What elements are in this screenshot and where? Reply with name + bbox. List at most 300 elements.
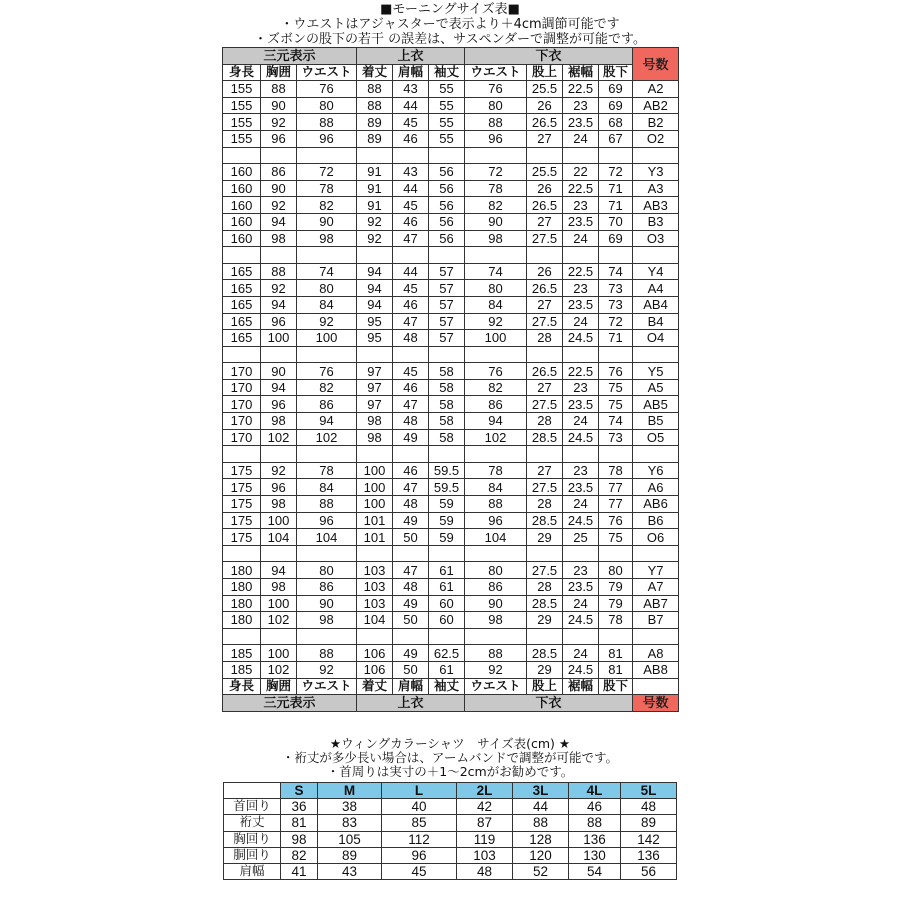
table-cell: 23.5 (563, 579, 599, 596)
table-cell (599, 247, 633, 264)
table-cell: 52 (513, 863, 569, 879)
column-footer: ウエスト (465, 678, 527, 695)
table-cell: 77 (599, 479, 633, 496)
table-cell: 27 (527, 462, 563, 479)
table-cell: 24 (563, 496, 599, 513)
table-cell: 98 (297, 230, 357, 247)
table-cell: 45 (393, 363, 429, 380)
table-cell (527, 346, 563, 363)
table-cell: 22.5 (563, 180, 599, 197)
table-cell (563, 147, 599, 164)
table-cell: 185 (223, 661, 261, 678)
table-cell: 88 (297, 496, 357, 513)
column-header: 着丈 (357, 64, 393, 81)
table-cell: 104 (297, 529, 357, 546)
table-cell: 57 (429, 263, 465, 280)
table-cell: 87 (457, 815, 513, 831)
table-cell: 175 (223, 512, 261, 529)
table-cell: 61 (429, 579, 465, 596)
table-cell (563, 545, 599, 562)
table-cell: 160 (223, 213, 261, 230)
table-row (223, 263, 679, 280)
table-cell: 91 (357, 180, 393, 197)
table-row (223, 529, 679, 546)
table-cell (527, 247, 563, 264)
table-cell: 29 (527, 612, 563, 629)
table-cell: 100 (261, 330, 297, 347)
measurement-label: 胸回り (224, 831, 281, 847)
group-jacket-footer: 上衣 (357, 695, 465, 712)
spacer-row (223, 147, 679, 164)
table-cell: 56 (429, 180, 465, 197)
table-cell: 57 (429, 280, 465, 297)
table-cell: 55 (429, 81, 465, 98)
table-cell: 56 (429, 230, 465, 247)
size-code-cell: Y6 (633, 462, 679, 479)
table-cell: 73 (599, 280, 633, 297)
size-code-cell (633, 346, 679, 363)
table-cell: 60 (429, 612, 465, 629)
table-row (223, 595, 679, 612)
table-row (223, 180, 679, 197)
table-cell: 89 (318, 847, 382, 863)
table-cell: 42 (457, 799, 513, 815)
column-footer: 股下 (599, 678, 633, 695)
size-code-cell: AB6 (633, 496, 679, 513)
table-cell: 86 (261, 164, 297, 181)
table-row (223, 296, 679, 313)
table-cell: 185 (223, 645, 261, 662)
table-cell: 92 (297, 661, 357, 678)
table-cell (527, 545, 563, 562)
shirt-size-title: ★ウィングカラーシャツ サイズ表(cm) ★ (329, 736, 571, 751)
table-cell: 155 (223, 114, 261, 131)
table-cell (599, 147, 633, 164)
table-cell: 57 (429, 330, 465, 347)
table-cell: 75 (599, 529, 633, 546)
table-cell: 96 (261, 313, 297, 330)
table-cell: 96 (297, 512, 357, 529)
table-cell: 98 (261, 230, 297, 247)
table-row (223, 413, 679, 430)
table-cell: 49 (393, 595, 429, 612)
table-row (224, 831, 677, 847)
table-cell (357, 147, 393, 164)
table-cell: 27 (527, 130, 563, 147)
table-cell (261, 147, 297, 164)
table-cell: 94 (465, 413, 527, 430)
table-cell: 74 (599, 413, 633, 430)
table-cell: 96 (297, 130, 357, 147)
size-number-footer: 号数 (633, 695, 679, 712)
table-row (223, 579, 679, 596)
size-code-cell: O2 (633, 130, 679, 147)
table-cell: 76 (599, 363, 633, 380)
table-cell (393, 446, 429, 463)
table-cell: 55 (429, 97, 465, 114)
table-cell (261, 545, 297, 562)
size-code-cell: AB7 (633, 595, 679, 612)
table-cell: 26 (527, 180, 563, 197)
table-cell: 86 (297, 396, 357, 413)
table-cell: 60 (429, 595, 465, 612)
table-cell: 57 (429, 313, 465, 330)
morning-table-body (223, 81, 679, 678)
table-cell: 45 (393, 114, 429, 131)
table-cell: 170 (223, 379, 261, 396)
table-cell: 44 (513, 799, 569, 815)
table-cell (223, 545, 261, 562)
table-cell: 26.5 (527, 363, 563, 380)
table-cell: 23.5 (563, 479, 599, 496)
table-cell (297, 147, 357, 164)
column-header: 裾幅 (563, 64, 599, 81)
column-header: 股下 (599, 64, 633, 81)
group-sangen: 三元表示 (223, 48, 357, 65)
table-cell: 98 (261, 579, 297, 596)
table-cell: 76 (297, 363, 357, 380)
size-code-cell: Y3 (633, 164, 679, 181)
column-footer: ウエスト (297, 678, 357, 695)
table-cell: 88 (569, 815, 621, 831)
size-code-cell: A7 (633, 579, 679, 596)
table-cell: 71 (599, 330, 633, 347)
morning-size-table (222, 47, 679, 712)
measurement-label: 胴回り (224, 847, 281, 863)
table-cell: 180 (223, 579, 261, 596)
table-cell (393, 247, 429, 264)
table-cell: 160 (223, 180, 261, 197)
table-cell (297, 446, 357, 463)
table-cell: 78 (297, 180, 357, 197)
table-cell: 76 (465, 81, 527, 98)
table-cell: 69 (599, 81, 633, 98)
column-footer: 股上 (527, 678, 563, 695)
table-cell: 73 (599, 296, 633, 313)
table-cell: 50 (393, 612, 429, 629)
table-cell: 92 (261, 462, 297, 479)
table-cell: 91 (357, 164, 393, 181)
table-cell: 90 (297, 213, 357, 230)
table-cell: 81 (281, 815, 318, 831)
table-cell: 54 (569, 863, 621, 879)
table-cell (527, 147, 563, 164)
morning-note-inseam: ・ズボンの股下の若干 の誤差は、サスペンダーで調整が可能です。 (253, 32, 647, 47)
table-cell: 96 (261, 396, 297, 413)
table-cell: 22.5 (563, 81, 599, 98)
table-cell: 180 (223, 562, 261, 579)
table-cell: 43 (318, 863, 382, 879)
table-cell (261, 346, 297, 363)
table-cell: 165 (223, 296, 261, 313)
measurement-label: 裄丈 (224, 815, 281, 831)
size-code-cell: Y7 (633, 562, 679, 579)
table-cell: 100 (357, 462, 393, 479)
table-cell: 80 (465, 97, 527, 114)
column-footer-blank (633, 678, 679, 695)
size-code-cell (633, 446, 679, 463)
table-cell: 165 (223, 263, 261, 280)
table-cell (599, 346, 633, 363)
table-cell: 24 (563, 130, 599, 147)
table-cell: 28.5 (527, 512, 563, 529)
table-cell: 97 (357, 363, 393, 380)
table-cell: 22 (563, 164, 599, 181)
table-cell: 24 (563, 413, 599, 430)
size-code-cell: AB8 (633, 661, 679, 678)
table-cell: 142 (621, 831, 677, 847)
table-cell: 90 (261, 180, 297, 197)
table-cell: 94 (261, 296, 297, 313)
table-cell (527, 628, 563, 645)
table-cell: 165 (223, 330, 261, 347)
table-cell (223, 346, 261, 363)
table-row (223, 396, 679, 413)
spacer-row (223, 346, 679, 363)
table-cell: 61 (429, 562, 465, 579)
size-code-cell: A2 (633, 81, 679, 98)
table-cell: 44 (393, 263, 429, 280)
table-cell: 72 (599, 164, 633, 181)
size-code-cell: AB4 (633, 296, 679, 313)
table-cell: 55 (429, 114, 465, 131)
table-cell: 94 (297, 413, 357, 430)
size-code-cell: A3 (633, 180, 679, 197)
table-cell: 94 (261, 213, 297, 230)
table-cell: 28 (527, 496, 563, 513)
table-cell: 73 (599, 429, 633, 446)
table-row (223, 429, 679, 446)
table-row (224, 863, 677, 879)
size-code-cell: AB2 (633, 97, 679, 114)
table-row (223, 562, 679, 579)
table-cell: 68 (599, 114, 633, 131)
table-cell: 58 (429, 363, 465, 380)
table-cell (429, 446, 465, 463)
table-cell: 102 (297, 429, 357, 446)
table-row (223, 496, 679, 513)
table-cell: 97 (357, 379, 393, 396)
table-cell: 170 (223, 413, 261, 430)
table-cell: 89 (357, 130, 393, 147)
table-cell: 92 (465, 661, 527, 678)
table-cell: 46 (393, 296, 429, 313)
table-cell: 88 (357, 81, 393, 98)
table-cell: 28 (527, 579, 563, 596)
table-cell: 136 (569, 831, 621, 847)
table-cell: 92 (465, 313, 527, 330)
table-cell: 62.5 (429, 645, 465, 662)
table-cell: 98 (357, 429, 393, 446)
size-code-cell: O5 (633, 429, 679, 446)
column-header: 身長 (223, 64, 261, 81)
morning-size-title: ■モーニングサイズ表■ (380, 2, 520, 17)
table-cell: 48 (393, 330, 429, 347)
table-cell (223, 247, 261, 264)
table-cell: 23 (563, 462, 599, 479)
table-cell: 101 (357, 529, 393, 546)
table-row (223, 213, 679, 230)
table-cell: 103 (357, 579, 393, 596)
size-code-cell: B2 (633, 114, 679, 131)
table-row (223, 130, 679, 147)
table-cell: 24.5 (563, 330, 599, 347)
table-cell: 81 (599, 661, 633, 678)
table-cell: 44 (393, 180, 429, 197)
table-cell: 103 (457, 847, 513, 863)
table-cell: 78 (599, 462, 633, 479)
column-footer: 裾幅 (563, 678, 599, 695)
table-cell (465, 346, 527, 363)
table-row (223, 97, 679, 114)
size-number-header: 号数 (633, 48, 679, 81)
table-cell: 84 (297, 296, 357, 313)
table-cell: 88 (297, 645, 357, 662)
size-code-cell (633, 545, 679, 562)
table-cell (563, 628, 599, 645)
table-cell: 28.5 (527, 429, 563, 446)
column-header: 肩幅 (393, 64, 429, 81)
table-cell: 55 (429, 130, 465, 147)
table-cell (357, 346, 393, 363)
table-cell: 94 (261, 562, 297, 579)
table-cell: 49 (393, 512, 429, 529)
table-cell: 98 (261, 496, 297, 513)
table-cell: 71 (599, 197, 633, 214)
table-cell (223, 446, 261, 463)
table-cell (357, 628, 393, 645)
column-footer-row (223, 678, 679, 695)
table-cell: 175 (223, 529, 261, 546)
table-cell: 38 (318, 799, 382, 815)
shirt-size-header: 4L (569, 783, 621, 799)
table-cell: 90 (465, 595, 527, 612)
table-row (223, 114, 679, 131)
table-cell: 24 (563, 313, 599, 330)
table-cell: 128 (513, 831, 569, 847)
table-row (223, 313, 679, 330)
table-cell: 46 (393, 130, 429, 147)
table-cell: 88 (465, 645, 527, 662)
table-cell: 80 (465, 280, 527, 297)
group-footer-row (223, 695, 679, 712)
table-cell: 112 (382, 831, 457, 847)
table-cell: 47 (393, 396, 429, 413)
size-code-cell (633, 628, 679, 645)
table-cell: 103 (357, 562, 393, 579)
column-header: ウエスト (297, 64, 357, 81)
table-cell: 80 (297, 562, 357, 579)
table-cell: 96 (261, 479, 297, 496)
table-cell: 40 (382, 799, 457, 815)
table-cell: 84 (297, 479, 357, 496)
table-cell: 29 (527, 661, 563, 678)
table-cell (465, 247, 527, 264)
table-cell: 22.5 (563, 263, 599, 280)
table-cell: 97 (357, 396, 393, 413)
shirt-size-header: M (318, 783, 382, 799)
table-cell: 50 (393, 661, 429, 678)
column-footer: 身長 (223, 678, 261, 695)
table-cell: 48 (393, 496, 429, 513)
table-cell: 82 (465, 379, 527, 396)
table-cell: 75 (599, 396, 633, 413)
table-cell: 27.5 (527, 562, 563, 579)
table-cell: 78 (465, 180, 527, 197)
table-cell: 104 (465, 529, 527, 546)
table-cell: 81 (599, 645, 633, 662)
table-cell: 78 (599, 612, 633, 629)
table-row (223, 363, 679, 380)
table-cell: 45 (393, 197, 429, 214)
table-cell: 155 (223, 81, 261, 98)
table-cell: 98 (465, 612, 527, 629)
table-cell: 86 (465, 579, 527, 596)
table-cell (393, 545, 429, 562)
spacer-row (223, 247, 679, 264)
table-cell: 36 (281, 799, 318, 815)
column-header: 袖丈 (429, 64, 465, 81)
table-cell: 136 (621, 847, 677, 863)
table-cell: 160 (223, 164, 261, 181)
table-cell: 175 (223, 479, 261, 496)
table-cell: 23 (563, 562, 599, 579)
table-cell: 96 (261, 130, 297, 147)
spacer-row (223, 446, 679, 463)
table-cell: 23.5 (563, 396, 599, 413)
table-cell: 24.5 (563, 512, 599, 529)
table-cell (429, 545, 465, 562)
table-cell: 72 (599, 313, 633, 330)
column-header: 胸囲 (261, 64, 297, 81)
table-cell: 48 (393, 413, 429, 430)
size-code-cell: B6 (633, 512, 679, 529)
table-cell: 98 (465, 230, 527, 247)
table-cell: 100 (297, 330, 357, 347)
table-row (223, 512, 679, 529)
table-cell: 76 (599, 512, 633, 529)
table-cell: 26 (527, 97, 563, 114)
shirt-size-header: L (382, 783, 457, 799)
table-row (223, 230, 679, 247)
table-cell: 24 (563, 230, 599, 247)
size-code-cell: AB5 (633, 396, 679, 413)
shirt-table-body (224, 799, 677, 880)
table-cell: 80 (297, 280, 357, 297)
table-cell: 103 (357, 595, 393, 612)
table-cell: 25.5 (527, 164, 563, 181)
group-header-row (223, 48, 679, 65)
size-code-cell: B7 (633, 612, 679, 629)
table-cell: 67 (599, 130, 633, 147)
table-cell: 119 (457, 831, 513, 847)
table-cell: 58 (429, 413, 465, 430)
table-cell: 78 (297, 462, 357, 479)
table-cell: 22.5 (563, 363, 599, 380)
table-cell: 90 (465, 213, 527, 230)
table-cell: 75 (599, 379, 633, 396)
table-cell: 47 (393, 562, 429, 579)
size-code-cell: B5 (633, 413, 679, 430)
table-cell: 88 (465, 114, 527, 131)
table-cell: 74 (599, 263, 633, 280)
table-cell: 96 (465, 130, 527, 147)
table-cell (261, 628, 297, 645)
table-cell: 90 (297, 595, 357, 612)
table-cell: 24.5 (563, 612, 599, 629)
size-code-cell: A6 (633, 479, 679, 496)
table-cell: 94 (357, 263, 393, 280)
